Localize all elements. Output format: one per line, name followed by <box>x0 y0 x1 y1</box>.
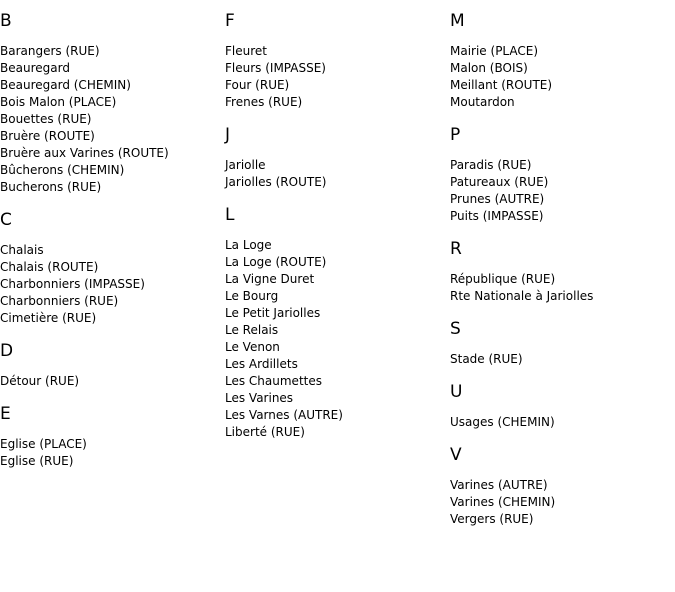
street-name: La Loge <box>225 238 272 252</box>
street-name: Chalais (ROUTE) <box>0 260 99 274</box>
street-name: Frenes (RUE) <box>225 95 303 109</box>
street-name: Cimetière (RUE) <box>0 311 97 325</box>
street-name: Eglise (RUE) <box>0 454 74 468</box>
street-name: Varines (CHEMIN) <box>450 495 556 509</box>
letter-section <box>225 125 450 191</box>
street-name: Bois Malon (PLACE) <box>0 95 117 109</box>
street-name: Puits (IMPASSE) <box>450 209 544 223</box>
letter-section <box>225 11 450 111</box>
street-list <box>0 373 225 390</box>
street-name: Rte Nationale à Jariolles <box>450 289 594 303</box>
section-letter-heading: E <box>0 404 11 424</box>
street-name: Jariolle <box>225 158 266 172</box>
street-name: Beauregard (CHEMIN) <box>0 78 131 92</box>
street-name: Les Ardillets <box>225 357 298 371</box>
street-name: Eglise (PLACE) <box>0 437 87 451</box>
street-list <box>225 237 450 441</box>
street-name: Mairie (PLACE) <box>450 44 539 58</box>
letter-section <box>225 205 450 441</box>
street-list <box>225 43 450 111</box>
street-name: Paradis (RUE) <box>450 158 532 172</box>
street-name: La Loge (ROUTE) <box>225 255 327 269</box>
street-list <box>0 43 225 196</box>
letter-section <box>450 382 675 431</box>
street-name: Beauregard <box>0 61 70 75</box>
letter-section <box>450 11 675 111</box>
street-name: Chalais <box>0 243 44 257</box>
street-name: La Vigne Duret <box>225 272 315 286</box>
street-list <box>0 436 225 470</box>
street-name: Liberté (RUE) <box>225 425 305 439</box>
street-name: Fleuret <box>225 44 267 58</box>
street-name: Usages (CHEMIN) <box>450 415 555 429</box>
letter-section <box>0 210 225 327</box>
street-name: Fleurs (IMPASSE) <box>225 61 326 75</box>
section-letter-heading: P <box>450 125 461 145</box>
street-name: Vergers (RUE) <box>450 512 534 526</box>
section-letter-heading: V <box>450 445 462 465</box>
street-name: Détour (RUE) <box>0 374 80 388</box>
street-name: Bucherons (RUE) <box>0 180 102 194</box>
letter-section <box>450 239 675 305</box>
street-list <box>450 43 675 111</box>
street-name: Bruère (ROUTE) <box>0 129 95 143</box>
section-letter-heading: C <box>0 210 12 230</box>
street-name: Le Venon <box>225 340 280 354</box>
street-name: Barangers (RUE) <box>0 44 100 58</box>
letter-section <box>450 445 675 528</box>
street-name: Jariolles (ROUTE) <box>225 175 327 189</box>
index-column <box>225 11 450 455</box>
street-name: Malon (BOIS) <box>450 61 528 75</box>
letter-section <box>0 341 225 390</box>
street-name: Meillant (ROUTE) <box>450 78 553 92</box>
street-name: Bruère aux Varines (ROUTE) <box>0 146 169 160</box>
street-name: Varines (AUTRE) <box>450 478 548 492</box>
street-name: Patureaux (RUE) <box>450 175 549 189</box>
street-list <box>225 157 450 191</box>
street-name: Stade (RUE) <box>450 352 523 366</box>
street-name: Bûcherons (CHEMIN) <box>0 163 125 177</box>
street-list <box>450 414 675 431</box>
index-column <box>0 11 225 484</box>
street-name: Prunes (AUTRE) <box>450 192 545 206</box>
section-letter-heading: F <box>225 11 235 31</box>
street-list <box>450 351 675 368</box>
section-letter-heading: J <box>225 125 231 145</box>
letter-section <box>0 404 225 470</box>
street-list <box>450 477 675 528</box>
street-name: Les Varines <box>225 391 294 405</box>
section-letter-heading: S <box>450 319 461 339</box>
street-list <box>450 157 675 225</box>
street-list <box>0 242 225 327</box>
street-name: Les Varnes (AUTRE) <box>225 408 343 422</box>
letter-section <box>450 125 675 225</box>
street-name: Le Relais <box>225 323 279 337</box>
section-letter-heading: D <box>0 341 14 361</box>
letter-section <box>0 11 225 196</box>
street-name: Charbonniers (RUE) <box>0 294 119 308</box>
street-name: Le Bourg <box>225 289 279 303</box>
street-name: Moutardon <box>450 95 515 109</box>
section-letter-heading: B <box>0 11 12 31</box>
street-name: République (RUE) <box>450 272 556 286</box>
street-list <box>450 271 675 305</box>
street-name: Le Petit Jariolles <box>225 306 321 320</box>
letter-section <box>450 319 675 368</box>
street-name: Charbonniers (IMPASSE) <box>0 277 145 291</box>
section-letter-heading: L <box>225 205 235 225</box>
section-letter-heading: R <box>450 239 462 259</box>
street-name: Les Chaumettes <box>225 374 322 388</box>
street-name: Bouettes (RUE) <box>0 112 92 126</box>
section-letter-heading: U <box>450 382 463 402</box>
street-name: Four (RUE) <box>225 78 290 92</box>
section-letter-heading: M <box>450 11 465 31</box>
index-column <box>450 11 675 542</box>
